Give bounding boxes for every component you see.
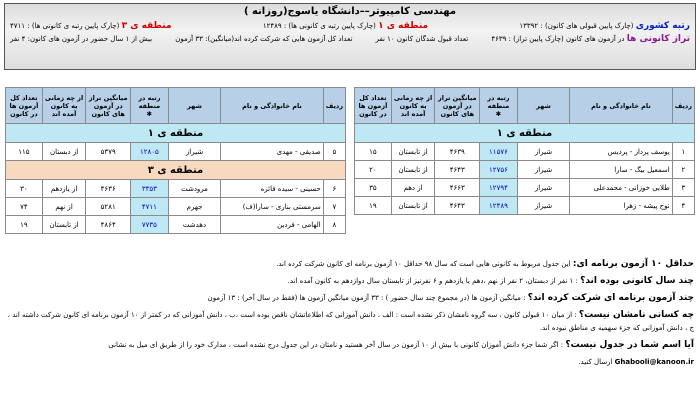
cell-since: از نهم — [42, 198, 86, 216]
cell-taraz: ۵۳۷۹ — [86, 143, 131, 161]
cell-city: شیراز — [168, 143, 221, 161]
cell-since: از دبستان — [42, 143, 86, 161]
col-since: از چه زمانی به کانون آمده اند — [42, 88, 86, 124]
cell-name: الهامی - فردین — [221, 216, 323, 234]
table-header-row — [6, 88, 346, 124]
cell-rank: ۳۳۵۳ — [131, 180, 169, 198]
col-city: شهر — [517, 88, 569, 124]
cell-rank: ۱۲۴۸۹ — [480, 197, 518, 215]
note-item — [6, 256, 694, 273]
email-link[interactable]: Ghabooli@kanoon.ir — [614, 358, 694, 366]
cell-since: از یازدهم — [42, 180, 86, 198]
col-row: ردیف — [672, 88, 694, 124]
cell-rank: ۱۲۷۵۶ — [480, 161, 518, 179]
table-row — [6, 198, 346, 216]
cell-city: جهرم — [168, 198, 221, 216]
cell-name: سرمستی بناری - سارا(ف) — [221, 198, 323, 216]
cell-since: از تابستان — [391, 143, 435, 161]
cell-rank: ۱۲۸۰۵ — [131, 143, 169, 161]
col-taraz: میانگین تراز در آزمون های کانون — [435, 88, 480, 124]
cell-count: ۳۵ — [355, 179, 392, 197]
region3-rank — [10, 21, 172, 31]
note-item — [6, 290, 694, 307]
region-heading: منطقه ی ۱ — [6, 124, 346, 143]
cell-count: ۷۴ — [6, 198, 43, 216]
cell-since: از دهم — [391, 179, 435, 197]
taraz-info — [491, 34, 690, 44]
cell-name: نوح پیشه - زهرا — [570, 197, 673, 215]
cell-no: ۴ — [672, 197, 694, 215]
cell-count: ۳۰ — [6, 180, 43, 198]
region1-rank — [263, 21, 428, 31]
taraz-label: تراز کانونی ها — [626, 33, 690, 44]
col-count: تعداد کل آزمون ها در کانون — [355, 88, 392, 124]
col-name: نام خانوادگی و نام — [570, 88, 673, 124]
note-question: حداقل ۱۰ آزمون برنامه ای: — [572, 259, 694, 269]
cell-no: ۶ — [323, 180, 345, 198]
col-since: از چه زمانی به کانون آمده اند — [391, 88, 435, 124]
table-row — [355, 161, 695, 179]
header-panel — [4, 3, 696, 70]
note-question: آیا اسم شما در جدول نیست؟ — [565, 340, 694, 350]
cell-name: طلایی خوزانی - محمدعلی — [570, 179, 673, 197]
region-heading: منطقه ی ۱ — [355, 124, 695, 143]
note-answer: : اگر شما جزء دانش آموزان کانونی با بیش از ۱۰ آزمون در سال آخر هستید و نامتان در این جدول درج نشده است ، مدارک خود را از طریق ای میل به نشانی — [108, 341, 566, 349]
note-answer: : میانگین آزمون ها (در مجموع چند سال حضور ) : ۳۳ آزمون میانگین آزمون ها (فقط در سال آخر) : ۱۳ آزمون — [207, 294, 528, 302]
note-tail: ارسال کنید. — [578, 358, 615, 366]
header-row-1 — [5, 19, 695, 32]
cell-no: ۸ — [323, 216, 345, 234]
cell-taraz: ۴۸۶۴ — [86, 216, 131, 234]
table-row — [355, 197, 695, 215]
cell-count: ۲۰ — [355, 161, 392, 179]
note-answer: : ۱ نفر از دبستان، ۲ نفر از نهم ،دهم یا یازدهم و ۶ نفرنیز از تابستان سال دوازدهم به کانون آمده اند. — [287, 277, 581, 285]
cell-count: ۱۱۵ — [6, 143, 43, 161]
cell-city: شیراز — [517, 161, 569, 179]
cell-city: مرودشت — [168, 180, 221, 198]
col-rank: رتبه در منطقه ✱ — [480, 88, 518, 124]
cell-city: شیراز — [517, 179, 569, 197]
region3-label: منطقه ی ۳ — [121, 20, 172, 31]
national-rank — [519, 21, 690, 31]
cell-since: از تابستان — [391, 197, 435, 215]
col-rank-label: رتبه در منطقه — [138, 93, 161, 110]
note-question: چه کسانی نامشان نیست؟ — [578, 310, 694, 320]
cell-taraz: ۴۶۴۳ — [435, 161, 480, 179]
header-row-2 — [5, 32, 695, 45]
cell-taraz: ۴۶۳۶ — [86, 180, 131, 198]
col-city: شهر — [168, 88, 221, 124]
cell-no: ۳ — [672, 179, 694, 197]
region1-desc: (چارک پایین رتبه ی کانونی ها) : ۱۲۴۸۹ — [262, 21, 376, 30]
exam-count: تعداد کل آزمون هایی که شرکت کرده اند(میانگین): ۳۳ آزمون — [175, 34, 353, 43]
cell-no: ۵ — [323, 143, 345, 161]
cell-count: ۱۹ — [6, 216, 43, 234]
cell-rank: ۱۱۵۷۶ — [480, 143, 518, 161]
cell-rank: ۷۷۳۵ — [131, 216, 169, 234]
note-question: چند سال کانونی بوده اند؟ — [580, 276, 694, 286]
cell-taraz: ۵۲۸۱ — [86, 198, 131, 216]
col-rank-label: رتبه در منطقه — [487, 93, 510, 110]
cell-since: از تابستان — [391, 161, 435, 179]
table-row — [6, 143, 346, 161]
cell-taraz: ۴۶۴۳ — [435, 197, 480, 215]
national-desc: (چارک پایین قبولی های کانون) : ۱۳۳۹۲ — [519, 21, 634, 30]
col-rank: رتبه در منطقه ✱ — [131, 88, 169, 124]
col-taraz: میانگین تراز در آزمون های کانون — [86, 88, 131, 124]
table-row — [6, 216, 346, 234]
cell-rank: ۱۲۷۹۴ — [480, 179, 518, 197]
cell-count: ۱۹ — [355, 197, 392, 215]
region1-label: منطقه ی ۱ — [378, 20, 429, 31]
taraz-desc: در آزمون های کانون (چارک پایین تراز) : ۴۶۳۹ — [491, 34, 625, 43]
cell-name: صدیقی - مهدی — [221, 143, 323, 161]
cell-no: ۲ — [672, 161, 694, 179]
national-label: رتبه کشوری — [635, 20, 690, 31]
table-row — [6, 180, 346, 198]
cell-taraz: ۴۶۳۹ — [435, 143, 480, 161]
attendance-info: بیش از ۱ سال حضور در آزمون های کانون: ۴ نفر — [10, 34, 153, 43]
cell-taraz: ۴۶۶۳ — [435, 179, 480, 197]
note-question: چند آزمون برنامه ای شرکت کرده اند؟ — [527, 293, 694, 303]
cell-count: ۱۵ — [355, 143, 392, 161]
table-row — [355, 179, 695, 197]
cell-since: از تابستان — [42, 216, 86, 234]
table-row — [355, 143, 695, 161]
cell-name: یوسف پرداز - پردیس — [570, 143, 673, 161]
cell-city: شیراز — [517, 143, 569, 161]
table-header-row — [355, 88, 695, 124]
col-count: تعداد کل آزمون ها در کانون — [6, 88, 43, 124]
cell-rank: ۴۷۱۱ — [131, 198, 169, 216]
cell-city: دهدشت — [168, 216, 221, 234]
note-item — [6, 354, 694, 371]
note-answer: : از میان ۱۰ قبولی کانون ، سه گروه نامشان ذکر نشده است : الف ، دانش آموزانی که اطلاعاتشان ناقص بوده است ،ب ، دانش آموزانی که در کمتر از ۱۰ آزمون برنامه ای کانون شرکت داشته اند ، ج ، دانش آموزانی که جزء سهمیه ی مناطق نبوده اند. — [7, 311, 694, 332]
cell-no: ۱ — [672, 143, 694, 161]
cell-name: اسمعیل بیگ - سارا — [570, 161, 673, 179]
col-row: ردیف — [323, 88, 345, 124]
note-item — [6, 307, 694, 337]
cell-city: شیراز — [517, 197, 569, 215]
note-item — [6, 273, 694, 290]
page-title: مهندسی کامپیوتر––دانشگاه یاسوج(روزانه ) — [243, 6, 457, 17]
right-results-table — [354, 87, 695, 215]
note-answer: این جدول مربوط به کانونی هایی است که سال ۹۸ حداقل ۱۰ آزمون برنامه ای کانون شرکت کرده اند. — [276, 260, 573, 268]
region-heading: منطقه ی ۳ — [6, 161, 346, 180]
notes-section — [6, 256, 694, 371]
cell-name: حسینی - سیده فائزه — [221, 180, 323, 198]
left-results-table — [5, 87, 346, 234]
note-item — [6, 337, 694, 354]
region3-desc: (چارک پایین رتبه ی کانونی ها) : ۴۷۱۱ — [10, 21, 120, 30]
cell-no: ۷ — [323, 198, 345, 216]
col-name: نام خانوادگی و نام — [221, 88, 323, 124]
admitted-count: تعداد قبول شدگان کانون ۱۰ نفر — [375, 34, 469, 43]
